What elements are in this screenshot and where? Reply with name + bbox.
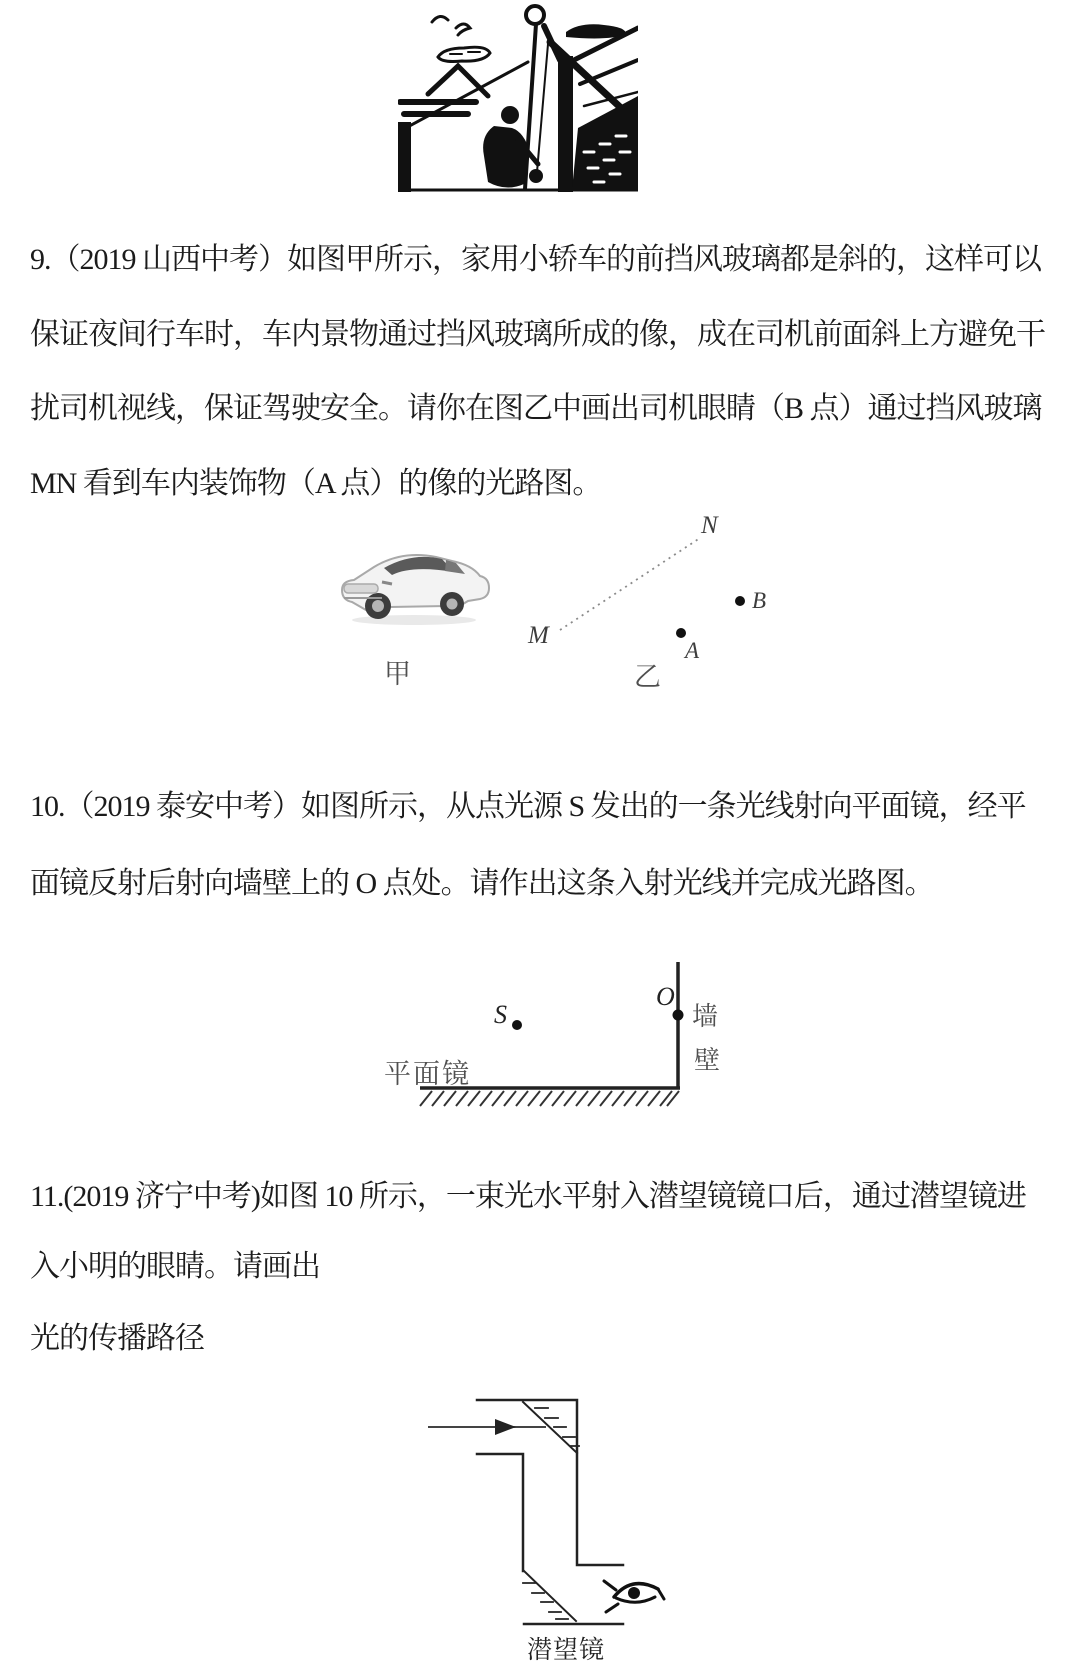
label-s: S: [494, 1000, 507, 1029]
periscope-inner-wall: [477, 1454, 523, 1571]
label-a: A: [685, 638, 700, 663]
plane-mirror-hatching: [420, 1091, 679, 1106]
mast-ring: [526, 6, 544, 24]
q11-text-line-2: 入小明的眼睛。请画出: [30, 1250, 320, 1283]
q11-text-line-3: 光的传播路径: [30, 1322, 204, 1355]
plane-mirror-label: 平面镜: [384, 1059, 471, 1089]
bottom-mirror-line: [524, 1571, 576, 1621]
q10-text-line-1: 10.（2019 泰安中考）如图所示，从点光源 S 发出的一条光线射向平面镜，经平: [30, 790, 1026, 823]
car-image: [342, 555, 489, 625]
q9-text-line-1: 9.（2019 山西中考）如图甲所示，家用小轿车的前挡风玻璃都是斜的，这样可以: [30, 243, 1041, 276]
label-b: B: [752, 588, 767, 613]
bird-icon: [432, 16, 448, 22]
bird-icon: [456, 24, 470, 35]
q9-text-line-3: 扰司机视线，保证驾驶安全。请你在图乙中画出司机眼睛（B 点）通过挡风玻璃: [30, 392, 1042, 425]
point-b-dot: [735, 596, 745, 606]
windshield-dashed-line: [560, 538, 700, 630]
wall-label-top: 墙: [692, 1002, 721, 1031]
woodcut-illustration: [398, 2, 638, 192]
periscope-label: 潜望镜: [527, 1637, 606, 1662]
label-o: O: [656, 982, 675, 1011]
q10-text-line-2: 面镜反射后射向墙壁上的 O 点处。请作出这条入射光线并完成光路图。: [30, 867, 934, 900]
seated-figure-body: [483, 126, 530, 188]
label-yi: 乙: [634, 662, 663, 692]
light-ray-arrow: [428, 1419, 546, 1435]
plumb-bob: [529, 169, 543, 183]
bottom-mirror-hatching: [523, 1583, 568, 1619]
point-s-dot: [512, 1020, 522, 1030]
q11-figure periscope-diagram: [410, 1390, 670, 1640]
wall-label-bottom: 壁: [694, 1046, 723, 1075]
q9-text-line-4: MN 看到车内装饰物（A 点）的像的光路图。: [30, 467, 602, 500]
plumb-line: [537, 44, 548, 172]
cloud-outline: [438, 47, 490, 61]
eye-icon: [604, 1581, 664, 1612]
q9-text-line-2: 保证夜间行车时，车内景物通过挡风玻璃所成的像，成在司机前面斜上方避免干: [30, 318, 1045, 351]
label-m: M: [528, 622, 549, 649]
dark-post: [558, 56, 573, 192]
roof-shape: [428, 66, 488, 96]
q11-text-line-1: 11.(2019 济宁中考)如图 10 所示，一束光水平射入潜望镜镜口后，通过潜望镜进: [30, 1180, 1026, 1213]
seated-figure-head: [501, 106, 519, 124]
point-a-dot: [676, 628, 686, 638]
label-n: N: [701, 512, 718, 539]
label-jia: 甲: [384, 659, 413, 689]
